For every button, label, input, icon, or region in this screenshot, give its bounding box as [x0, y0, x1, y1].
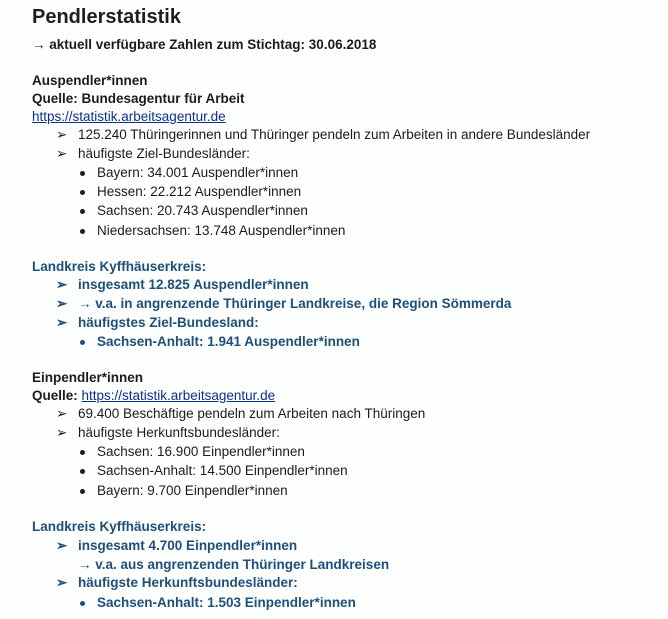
bullet-dot-icon [80, 190, 85, 195]
arrow-bullet-icon: ➢ [56, 127, 68, 142]
einpendler-source: Quelle: https://statistik.arbeitsagentur.de [32, 388, 276, 403]
bullet-dot-icon [80, 229, 85, 234]
arrow-bullet-icon: ➢ [56, 425, 68, 440]
list-item: ➢ häufigste Herkunftsbundesländer: [56, 575, 298, 590]
bullet-dot-icon [80, 171, 85, 176]
arrow-bullet-icon: ➢ [56, 315, 68, 330]
list-item: ➢ häufigste Ziel-Bundesländer: [56, 146, 250, 161]
arrow-bullet-icon: ➢ [56, 406, 68, 421]
arrow-bullet-icon: ➢ [56, 146, 68, 161]
list-item: Sachsen-Anhalt: 1.941 Auspendler*innen [80, 333, 360, 351]
bullet-dot-icon [80, 601, 85, 606]
list-item: ➢ 69.400 Beschäftige pendeln zum Arbeiten nach Thüringen [56, 406, 426, 421]
arrow-bullet-icon: ➢ [56, 296, 68, 311]
list-item: Bayern: 9.700 Einpendler*innen [80, 482, 288, 500]
kyff2-detail: → v.a. aus angrenzenden Thüringer Landkreisen [78, 557, 390, 572]
auspendler-heading: Auspendler*innen [32, 73, 148, 88]
list-item: Sachsen-Anhalt: 14.500 Einpendler*innen [80, 462, 348, 480]
list-item: ➢ insgesamt 4.700 Einpendler*innen [56, 538, 298, 553]
auspendler-link[interactable]: https://statistik.arbeitsagentur.de [32, 109, 226, 124]
list-item: ➢ 125.240 Thüringerinnen und Thüringer pendeln zum Arbeiten in andere Bundesländer [56, 127, 591, 142]
list-item: Niedersachsen: 13.748 Auspendler*innen [80, 222, 345, 240]
auspendler-source: Quelle: Bundesagentur für Arbeit [32, 91, 245, 106]
list-item: Hessen: 22.212 Auspendler*innen [80, 183, 301, 201]
list-item: Sachsen: 16.900 Einpendler*innen [80, 443, 305, 461]
einpendler-heading: Einpendler*innen [32, 370, 144, 385]
subtitle: → aktuell verfügbare Zahlen zum Stichtag: 30.06.2018 [32, 37, 377, 52]
page-title: Pendlerstatistik [32, 6, 181, 28]
bullet-dot-icon [80, 450, 85, 455]
arrow-bullet-icon: ➢ [56, 538, 68, 553]
list-item: Bayern: 34.001 Auspendler*innen [80, 164, 298, 182]
bullet-dot-icon [80, 340, 85, 345]
list-item: ➢ → v.a. in angrenzende Thüringer Landkreise, die Region Sömmerda [56, 296, 512, 311]
list-item: ➢ häufigste Herkunftsbundesländer: [56, 425, 280, 440]
list-item: Sachsen-Anhalt: 1.503 Einpendler*innen [80, 594, 356, 612]
list-item: ➢ insgesamt 12.825 Auspendler*innen [56, 277, 309, 292]
arrow-bullet-icon: ➢ [56, 575, 68, 590]
arrow-bullet-icon: ➢ [56, 277, 68, 292]
list-item: ➢ häufigstes Ziel-Bundesland: [56, 315, 259, 330]
kyff2-heading: Landkreis Kyffhäuserkreis: [32, 519, 207, 534]
bullet-dot-icon [80, 489, 85, 494]
kyff1-heading: Landkreis Kyffhäuserkreis: [32, 259, 207, 274]
bullet-dot-icon [80, 209, 85, 214]
einpendler-link[interactable]: https://statistik.arbeitsagentur.de [81, 388, 276, 403]
list-item: Sachsen: 20.743 Auspendler*innen [80, 202, 308, 220]
bullet-dot-icon [80, 469, 85, 474]
